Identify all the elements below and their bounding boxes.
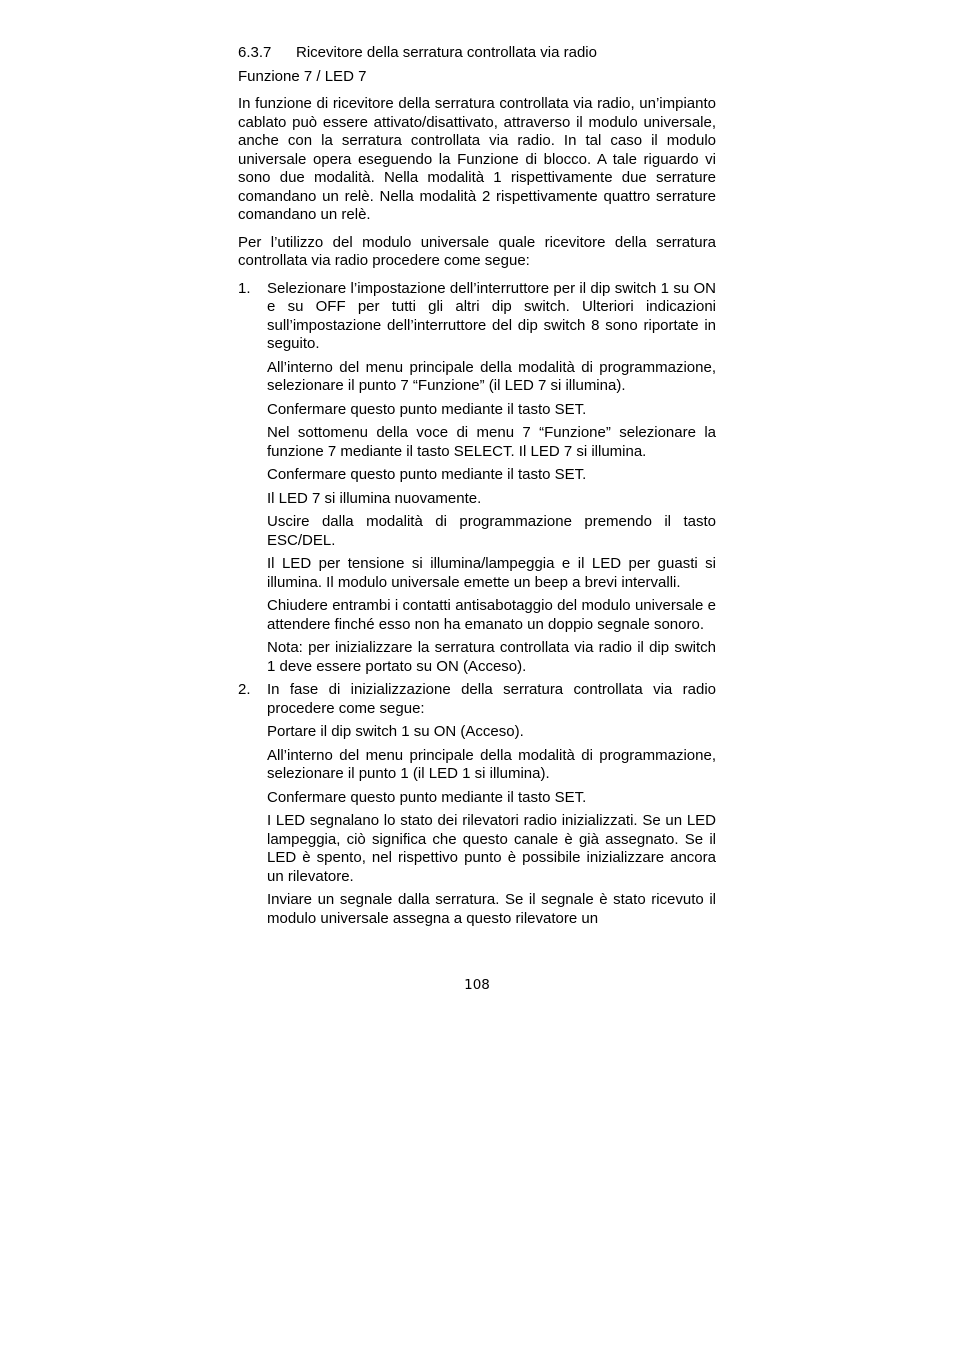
step-line: Confermare questo punto mediante il tasto SET. bbox=[267, 400, 587, 418]
step-line: Portare il dip switch 1 su ON (Acceso). bbox=[267, 723, 524, 740]
document-page bbox=[238, 44, 716, 933]
step-marker: 1. bbox=[238, 279, 251, 297]
step-line: Inviare un segnale dalla serratura. Se il segnale è stato ricevuto il modulo universale assegna a questo rilevatore un bbox=[267, 891, 716, 927]
step-2 bbox=[238, 681, 716, 933]
step-line: All’interno del menu principale della modalità di programmazione, selezionare il punto 1 (il LED 1 si illumina). bbox=[267, 746, 716, 782]
procedure-paragraph: Per l’utilizzo del modulo universale quale ricevitore della serratura controllata via radio procedere come segue: bbox=[238, 233, 716, 269]
step-line: Confermare questo punto mediante il tasto SET. bbox=[267, 466, 587, 483]
step-line: Nota: per inizializzare la serratura controllata via radio il dip switch 1 deve essere portato su ON (Acceso). bbox=[267, 639, 716, 675]
step-line: Selezionare l’impostazione dell’interruttore per il dip switch 1 su ON e su OFF per tutti gli altri dip switch. Ulteriori indicazioni sull’impostazione dell’interruttore del dip switch 8 sono riportate in seguito. bbox=[267, 279, 716, 352]
section-subtitle: Funzione 7 / LED 7 bbox=[238, 67, 367, 85]
step-line: Nel sottomenu della voce di menu 7 “Funzione” selezionare la funzione 7 mediante il tasto SELECT. Il LED 7 si illumina. bbox=[267, 424, 716, 460]
step-line: In fase di inizializzazione della serratura controllata via radio procedere come segue: bbox=[267, 681, 716, 717]
step-line: Chiudere entrambi i contatti antisabotaggio del modulo universale e attendere finché esso non ha emanato un doppio segnale sonoro. bbox=[267, 597, 716, 633]
step-1 bbox=[238, 280, 716, 682]
section-heading bbox=[238, 44, 716, 63]
step-line: Uscire dalla modalità di programmazione premendo il tasto ESC/DEL. bbox=[267, 513, 716, 549]
page-number: 108 bbox=[464, 977, 490, 993]
intro-paragraph: In funzione di ricevitore della serratura controllata via radio, un’impianto cablato può essere attivato/disattivato, attraverso il modulo universale, anche con la serratura controllata via radio. In tal caso il modulo universale opera eseguendo la Funzione di blocco. A tale riguardo vi sono due modalità. Nella modalità 1 rispettivamente due serrature comandano un relè. Nella modalità 2 rispettivamente quattro serrature comandano un relè. bbox=[238, 95, 716, 223]
step-marker: 2. bbox=[238, 681, 251, 698]
step-line: I LED segnalano lo stato dei rilevatori radio inizializzati. Se un LED lampeggia, ciò significa che questo canale è già assegnato. Se il LED è spento, nel rispettivo punto è possibile inizializzare ancora un rilevatore. bbox=[267, 812, 716, 885]
step-body bbox=[267, 681, 716, 933]
step-body bbox=[267, 280, 716, 682]
section-number: 6.3.7 bbox=[238, 44, 272, 61]
section-title: Ricevitore della serratura controllata via radio bbox=[296, 44, 597, 61]
step-line: Il LED 7 si illumina nuovamente. bbox=[267, 489, 482, 507]
step-line: All’interno del menu principale della modalità di programmazione, selezionare il punto 7 “Funzione” (il LED 7 si illumina). bbox=[267, 358, 716, 394]
step-line: Confermare questo punto mediante il tasto SET. bbox=[267, 788, 587, 806]
step-line: Il LED per tensione si illumina/lampeggia e il LED per guasti si illumina. Il modulo universale emette un beep a brevi intervalli. bbox=[267, 555, 716, 591]
